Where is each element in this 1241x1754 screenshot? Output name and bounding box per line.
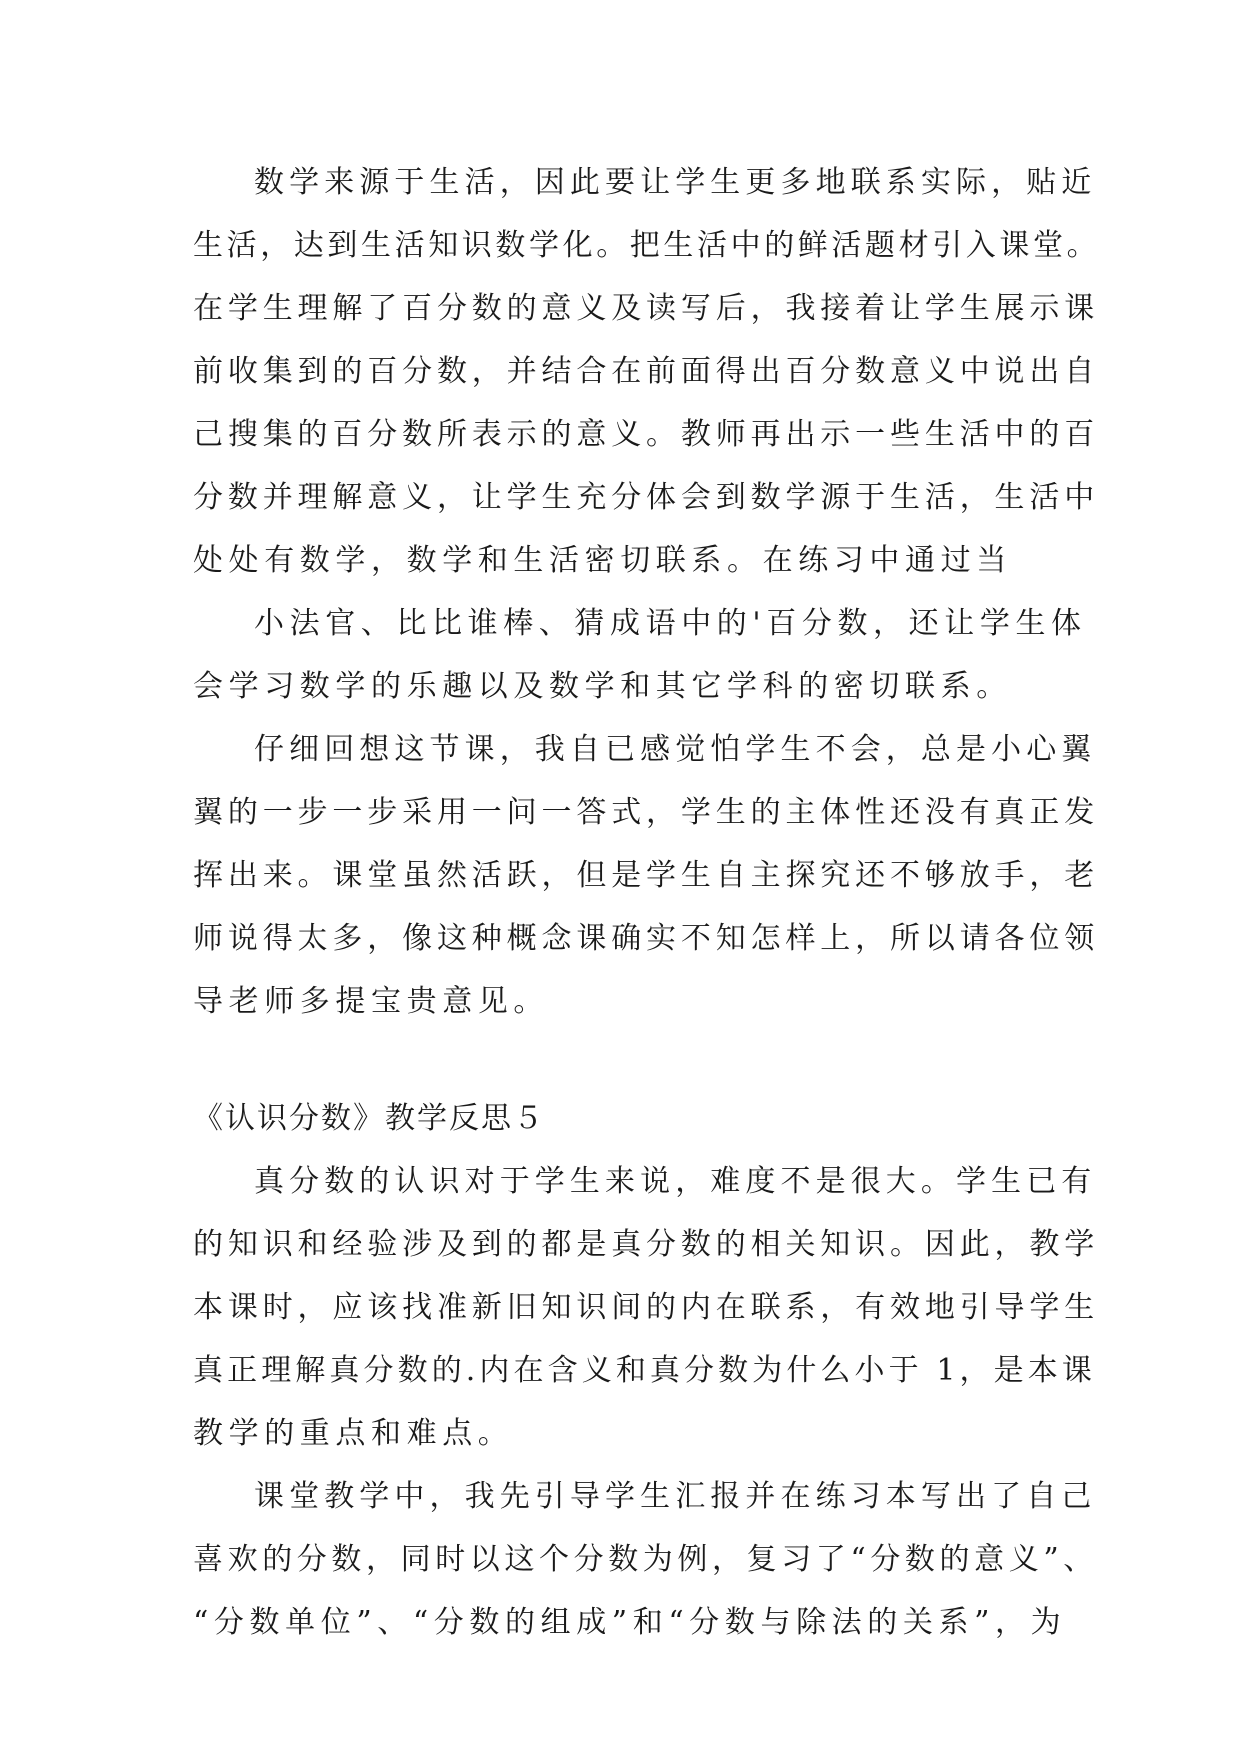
- paragraph-3-line-1: 仔细回想这节课，我自已感觉怕学生不会，总是小心翼: [254, 732, 1097, 767]
- paragraph-4-line-3: 本课时，应该找准新旧知识间的内在联系，有效地引导学生: [193, 1290, 1100, 1325]
- paragraph-2-line-1: 小法官、比比谁棒、猜成语中的'百分数，还让学生体: [254, 606, 1087, 641]
- paragraph-3-line-4: 师说得太多，像这种概念课确实不知怎样上，所以请各位领: [193, 921, 1100, 956]
- paragraph-1-line-7: 处处有数学，数学和生活密切联系。在练习中通过当: [193, 543, 1012, 578]
- paragraph-5-line-3: “分数单位”、“分数的组成”和“分数与除法的关系”，为: [193, 1605, 1067, 1640]
- paragraph-4-line-2: 的知识和经验涉及到的都是真分数的相关知识。因此，教学: [193, 1227, 1100, 1262]
- paragraph-1-line-1: 数学来源于生活，因此要让学生更多地联系实际，贴近: [254, 165, 1097, 200]
- paragraph-5-line-1: 课堂教学中，我先引导学生汇报并在练习本写出了自己: [254, 1479, 1097, 1514]
- paragraph-3-line-3: 挥出来。课堂虽然活跃，但是学生自主探究还不够放手，老: [193, 858, 1100, 893]
- paragraph-2-line-2: 会学习数学的乐趣以及数学和其它学科的密切联系。: [193, 669, 1012, 704]
- paragraph-5-line-2: 喜欢的分数，同时以这个分数为例，复习了“分数的意义”、: [193, 1542, 1098, 1577]
- section-heading: 《认识分数》教学反思５: [193, 1101, 545, 1136]
- paragraph-1-line-5: 己搜集的百分数所表示的意义。教师再出示一些生活中的百: [193, 417, 1100, 452]
- paragraph-1-line-6: 分数并理解意义，让学生充分体会到数学源于生活，生活中: [193, 480, 1100, 515]
- paragraph-3-line-2: 翼的一步一步采用一问一答式，学生的主体性还没有真正发: [193, 795, 1100, 830]
- paragraph-1-line-2: 生活，达到生活知识数学化。把生活中的鲜活题材引入课堂。: [193, 228, 1101, 263]
- paragraph-1-line-3: 在学生理解了百分数的意义及读写后，我接着让学生展示课: [193, 291, 1100, 326]
- paragraph-3-line-5: 导老师多提宝贵意见。: [193, 984, 549, 1019]
- paragraph-4-line-1: 真分数的认识对于学生来说，难度不是很大。学生已有: [254, 1164, 1097, 1199]
- paragraph-1-line-4: 前收集到的百分数，并结合在前面得出百分数意义中说出自: [193, 354, 1100, 389]
- paragraph-4-line-5: 教学的重点和难点。: [193, 1416, 514, 1451]
- paragraph-4-line-4: 真正理解真分数的.内在含义和真分数为什么小于 1，是本课: [193, 1353, 1096, 1388]
